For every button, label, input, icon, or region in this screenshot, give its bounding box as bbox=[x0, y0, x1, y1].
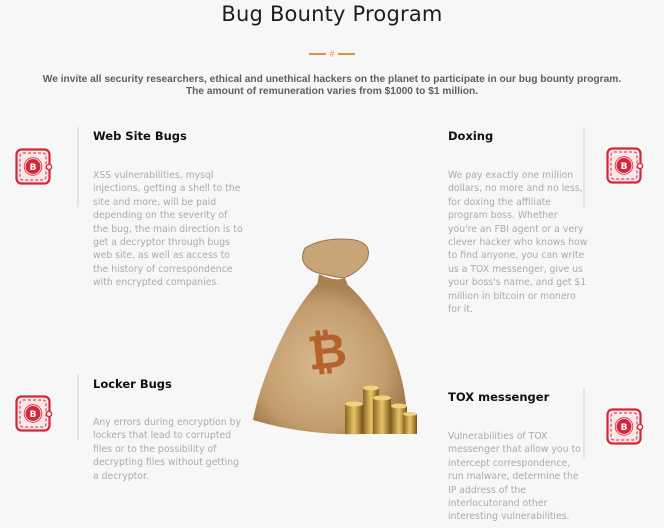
feature-separator bbox=[583, 127, 585, 207]
feature-locker-bugs bbox=[0, 374, 240, 504]
feature-separator bbox=[77, 127, 79, 207]
svg-text:B: B bbox=[29, 410, 37, 420]
svg-text:₿: ₿ bbox=[304, 322, 350, 382]
page-title: Bug Bounty Program bbox=[221, 2, 443, 26]
intro-line-1: We invite all security researchers, ethical and unethical hackers on the planet to participate in our bug bounty program. bbox=[42, 74, 622, 85]
bitcoin-money-bag-image bbox=[245, 238, 445, 438]
divider-line-right bbox=[338, 53, 355, 55]
feature-description: XSS vulnerabilities, mysql injections, getting a shell to the site and more, will be paid depending on the severity of the bug, the main direction is to get a decryptor through bugs web site, as well as access to the history of correspondence with encrypted companies. bbox=[93, 170, 243, 289]
feature-title: Locker Bugs bbox=[93, 377, 172, 391]
bitcoin-wallet-icon bbox=[606, 408, 644, 446]
intro-line-2: The amount of remuneration varies from $1000 to $1 million. bbox=[185, 86, 479, 97]
feature-title: Doxing bbox=[448, 129, 494, 143]
svg-text:B: B bbox=[620, 423, 628, 433]
bitcoin-wallet-icon bbox=[15, 148, 53, 186]
feature-description: Vulnerabilities of TOX messenger that allow you to intercept correspondence, run malware, determine the IP address of the interlocutorand other interesting vulnerabilities. bbox=[448, 431, 581, 523]
feature-doxing bbox=[440, 127, 664, 347]
svg-text:B: B bbox=[620, 162, 628, 172]
feature-description: We pay exactly one million dollars, no more and no less, for doxing the affiliate program boss. Whether you're an FBI agent or a very clever hacker who knows how to find anyone, you can write us a TOX messenger, give us your boss's name, and get $1 million in bitcoin or monero for it. bbox=[448, 170, 588, 316]
feature-separator bbox=[77, 374, 79, 440]
feature-tox-messenger bbox=[440, 388, 664, 528]
feature-description: Any errors during encryption by lockers that lead to corrupted files or to the possibility of decrypting files without getting a decryptor. bbox=[93, 417, 242, 482]
title-divider bbox=[304, 48, 360, 60]
feature-web-site-bugs bbox=[0, 127, 243, 327]
intro-text bbox=[20, 74, 644, 98]
svg-text:B: B bbox=[29, 163, 37, 173]
feature-title: Web Site Bugs bbox=[93, 129, 187, 143]
divider-hash-icon: # bbox=[329, 49, 335, 59]
feature-separator bbox=[583, 388, 585, 458]
bitcoin-wallet-icon bbox=[15, 395, 53, 433]
feature-title: TOX messenger bbox=[448, 390, 550, 404]
bitcoin-wallet-icon bbox=[606, 147, 644, 185]
divider-line-left bbox=[309, 53, 326, 55]
